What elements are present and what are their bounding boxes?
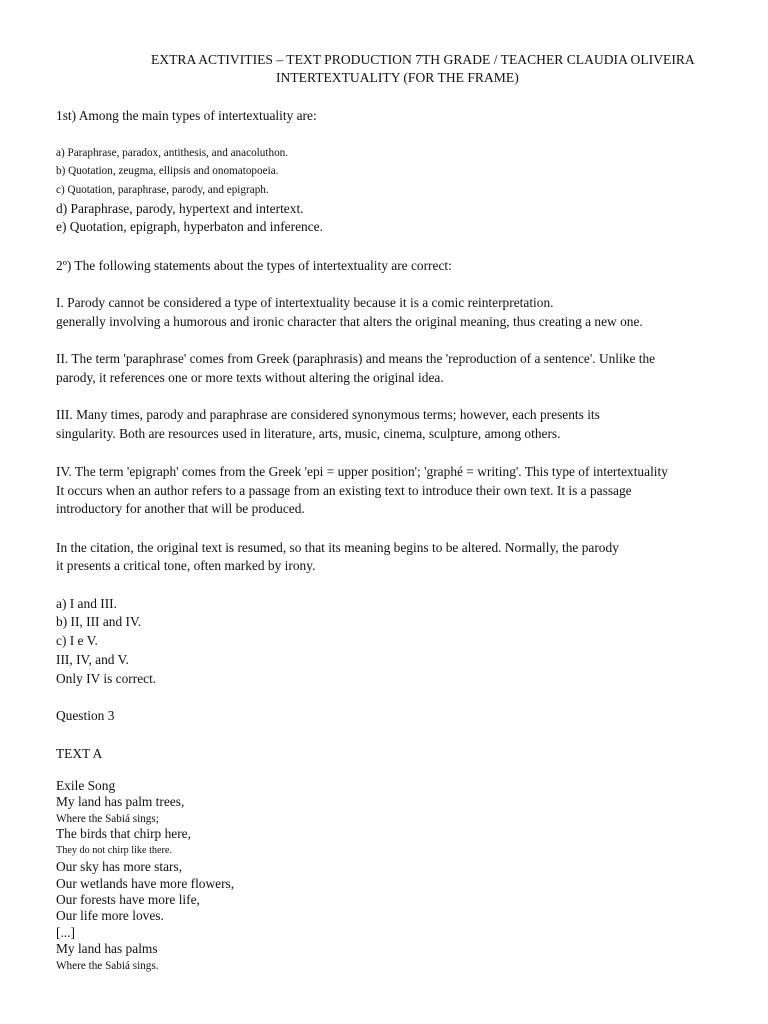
poem-line: Where the Sabiá sings; [56, 813, 159, 825]
poem-line: Our forests have more life, [56, 892, 200, 907]
statement-4-line: It occurs when an author refers to a passage from an existing text to introduce their own text. It is a passage [56, 483, 632, 498]
q1-option-d: d) Paraphrase, parody, hypertext and intertext. [56, 201, 304, 216]
document-subtitle: INTERTEXTUALITY (FOR THE FRAME) [276, 70, 519, 85]
q2-option-d: III, IV, and V. [56, 652, 129, 667]
statement-5-line: In the citation, the original text is resumed, so that its meaning begins to be altered. Normally, the parody [56, 540, 619, 555]
q1-option-a: a) Paraphrase, paradox, antithesis, and anacoluthon. [56, 147, 289, 159]
poem-line: They do not chirp like there. [56, 845, 172, 856]
q1-option-e: e) Quotation, epigraph, hyperbaton and inference. [56, 219, 323, 234]
text-a-label: TEXT A [56, 746, 103, 761]
statement-3-line: singularity. Both are resources used in literature, arts, music, cinema, sculpture, among others. [56, 426, 561, 441]
poem-line: My land has palm trees, [56, 794, 185, 809]
question-3-heading: Question 3 [56, 708, 115, 723]
poem-line: My land has palms [56, 941, 158, 956]
q2-option-b: b) II, III and IV. [56, 614, 142, 629]
poem-line: The birds that chirp here, [56, 826, 191, 841]
poem-ellipsis: [...] [56, 925, 75, 940]
statement-2-line: II. The term 'paraphrase' comes from Greek (paraphrasis) and means the 'reproduction of a sentence'. Unlike the [56, 351, 656, 366]
poem-line: Our sky has more stars, [56, 859, 183, 874]
document-title: EXTRA ACTIVITIES – TEXT PRODUCTION 7TH GRADE / TEACHER CLAUDIA OLIVEIRA [151, 52, 695, 67]
statement-1-line: generally involving a humorous and ironic character that alters the original meaning, thus creating a new one. [56, 314, 643, 329]
statement-4-line: IV. The term 'epigraph' comes from the Greek 'epi = upper position'; 'graphé = writing'. This type of intertextuality [56, 464, 668, 479]
q2-option-a: a) I and III. [56, 596, 117, 611]
statement-5-line: it presents a critical tone, often marked by irony. [56, 558, 316, 573]
statement-4-line: introductory for another that will be produced. [56, 501, 305, 516]
statement-3-line: III. Many times, parody and paraphrase are considered synonymous terms; however, each presents its [56, 407, 600, 422]
poem-line: Our wetlands have more flowers, [56, 876, 235, 891]
poem-line: Our life more loves. [56, 908, 164, 923]
q2-option-c: c) I e V. [56, 633, 98, 648]
q1-option-c: c) Quotation, paraphrase, parody, and epigraph. [56, 184, 269, 196]
statement-1-line: I. Parody cannot be considered a type of intertextuality because it is a comic reinterpretation. [56, 295, 554, 310]
q2-option-e: Only IV is correct. [56, 671, 157, 686]
poem-title: Exile Song [56, 778, 116, 793]
question-2: 2º) The following statements about the types of intertextuality are correct: [56, 258, 452, 273]
q1-option-b: b) Quotation, zeugma, ellipsis and onomatopoeia. [56, 165, 279, 177]
question-1: 1st) Among the main types of intertextuality are: [56, 108, 317, 123]
statement-2-line: parody, it references one or more texts without altering the original idea. [56, 370, 444, 385]
poem-line: Where the Sabiá sings. [56, 960, 159, 972]
